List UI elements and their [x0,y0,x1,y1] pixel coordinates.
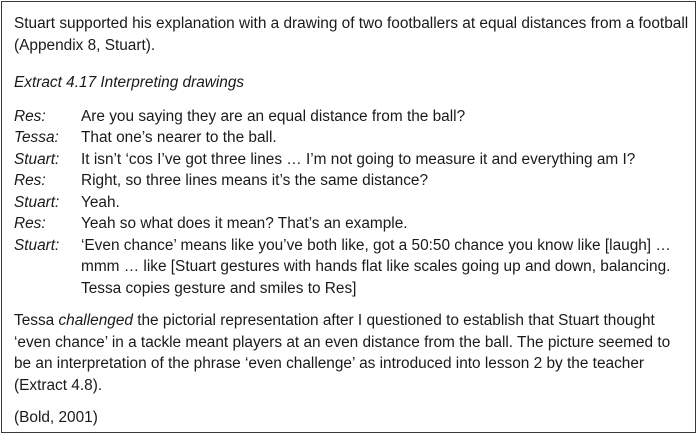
utterance-text: It isn’t ‘cos I’ve got three lines … I’m not going to measure it and everything am I? [81,150,636,168]
dialogue-turn [14,235,689,300]
analysis-emphasis: challenged [58,312,133,329]
citation: (Bold, 2001) [14,409,98,426]
extract-content [14,13,689,429]
intro-paragraph: Stuart supported his explanation with a drawing of two footballers at equal distances from a football (Appendix 8, Stuart). [14,15,689,54]
dialogue [14,106,689,300]
dialogue-turn [14,106,689,128]
dialogue-turn [14,170,689,192]
dialogue-turn [14,213,689,235]
speaker-label: Res: [14,172,46,189]
speaker-label: Res: [14,107,46,125]
speaker-label: Stuart: [14,193,60,211]
extract-box [1,1,696,433]
analysis-text-after: the pictorial representation after I questioned to establish that Stuart thought ‘even chance’ in a tackle meant players at an even distance from the ball. The picture seemed to be an interpretation of the phrase ‘even challenge’ as introduced into lesson 2 by the teacher (Extract 4.8). [14,312,671,394]
analysis-text-before: Tessa [14,312,59,329]
utterance-text: Yeah. [81,193,120,211]
dialogue-turn [14,127,689,149]
speaker-label: Tessa: [14,129,59,146]
utterance-text: Right, so three lines means it’s the same distance? [81,172,429,189]
dialogue-turn [14,192,689,214]
utterance-text: Yeah so what does it mean? That’s an example. [81,215,408,232]
utterance-text: Are you saying they are an equal distance from the ball? [81,107,466,125]
speaker-label: Stuart: [14,236,60,254]
dialogue-turn [14,149,689,171]
utterance-text: That one’s nearer to the ball. [81,129,277,146]
utterance-text: ‘Even chance’ means like you’ve both like, got a 50:50 chance you know like [laugh] … mmm … like [Stuart gestures with hands flat like scales going up and down, balancing. Tessa copies gesture and smiles to Res] [81,236,671,297]
extract-title: Extract 4.17 Interpreting drawings [14,74,245,91]
speaker-label: Res: [14,215,46,232]
speaker-label: Stuart: [14,150,60,168]
analysis-paragraph [14,310,689,396]
